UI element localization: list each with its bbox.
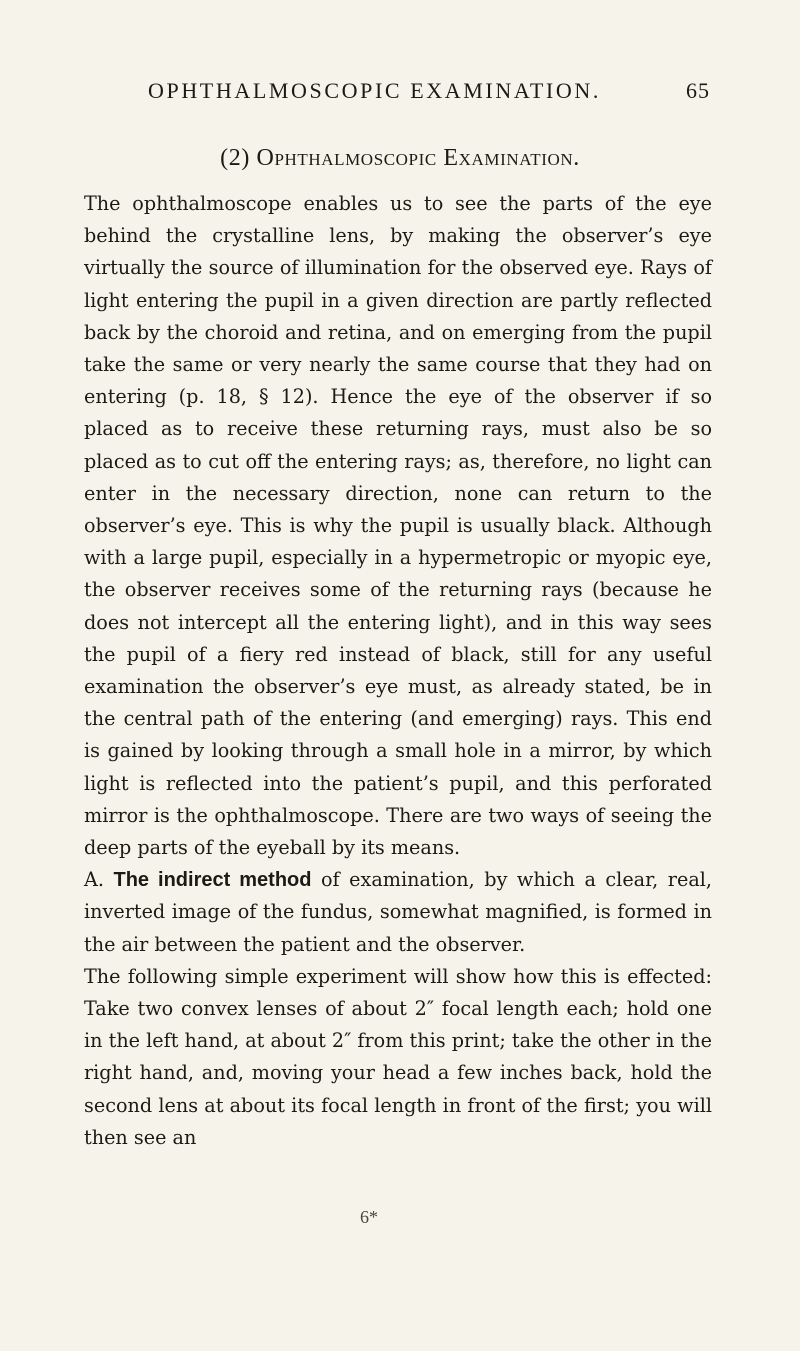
section-title: (2) Ophthalmoscopic Examination. <box>220 145 580 171</box>
paragraph-2-bold-term: The indirect method <box>113 869 312 892</box>
paragraph-2-label: A. <box>84 868 104 892</box>
paragraph-3: The following simple experiment will show how this is effected: Take two convex lenses of about 2″ focal length each; hold one in the left hand, at about 2″ from this print; take the other in the right hand, and, moving your head a few inches back, hold the second lens at about its focal length in front of the first; you will then see an <box>84 964 712 1149</box>
body-text <box>84 188 712 1154</box>
paragraph-2 <box>84 864 712 961</box>
signature-mark: 6* <box>360 1207 378 1227</box>
running-title: OPHTHALMOSCOPIC EXAMINATION. <box>148 78 601 103</box>
paragraph-1: The ophthalmoscope enables us to see the parts of the eye behind the crystalline lens, by making the observer’s eye virtually the source of illumination for the observed eye. Rays of light entering the pupil in a given direction are partly reflected back by the choroid and retina, and on emerging from the pupil take the same or very nearly the same course that they had on entering (p. 18, § 12). Hence the eye of the observer if so placed as to receive these returning rays, must also be so placed as to cut off the entering rays; as, therefore, no light can enter in the necessary direction, none can return to the observer’s eye. This is why the pupil is usually black. Although with a large pupil, especially in a hypermetropic or myopic eye, the observer receives some of the returning rays (because he does not intercept all the entering light), and in this way sees the pupil of a fiery red instead of black, still for any useful examination the observer’s eye must, as already stated, be in the central path of the entering (and emerging) rays. This end is gained by looking through a small hole in a mirror, by which light is reflected into the patient’s pupil, and this perforated mirror is the ophthalmoscope. There are two ways of seeing the deep parts of the eyeball by its means. <box>84 192 712 860</box>
page-number: 65 <box>686 78 710 103</box>
paragraph-2-text: of examination, by which a clear, real, inverted image of the fundus, somewhat magnified, is formed in the air between the patient and the observer. <box>84 868 712 956</box>
running-head <box>148 78 710 104</box>
